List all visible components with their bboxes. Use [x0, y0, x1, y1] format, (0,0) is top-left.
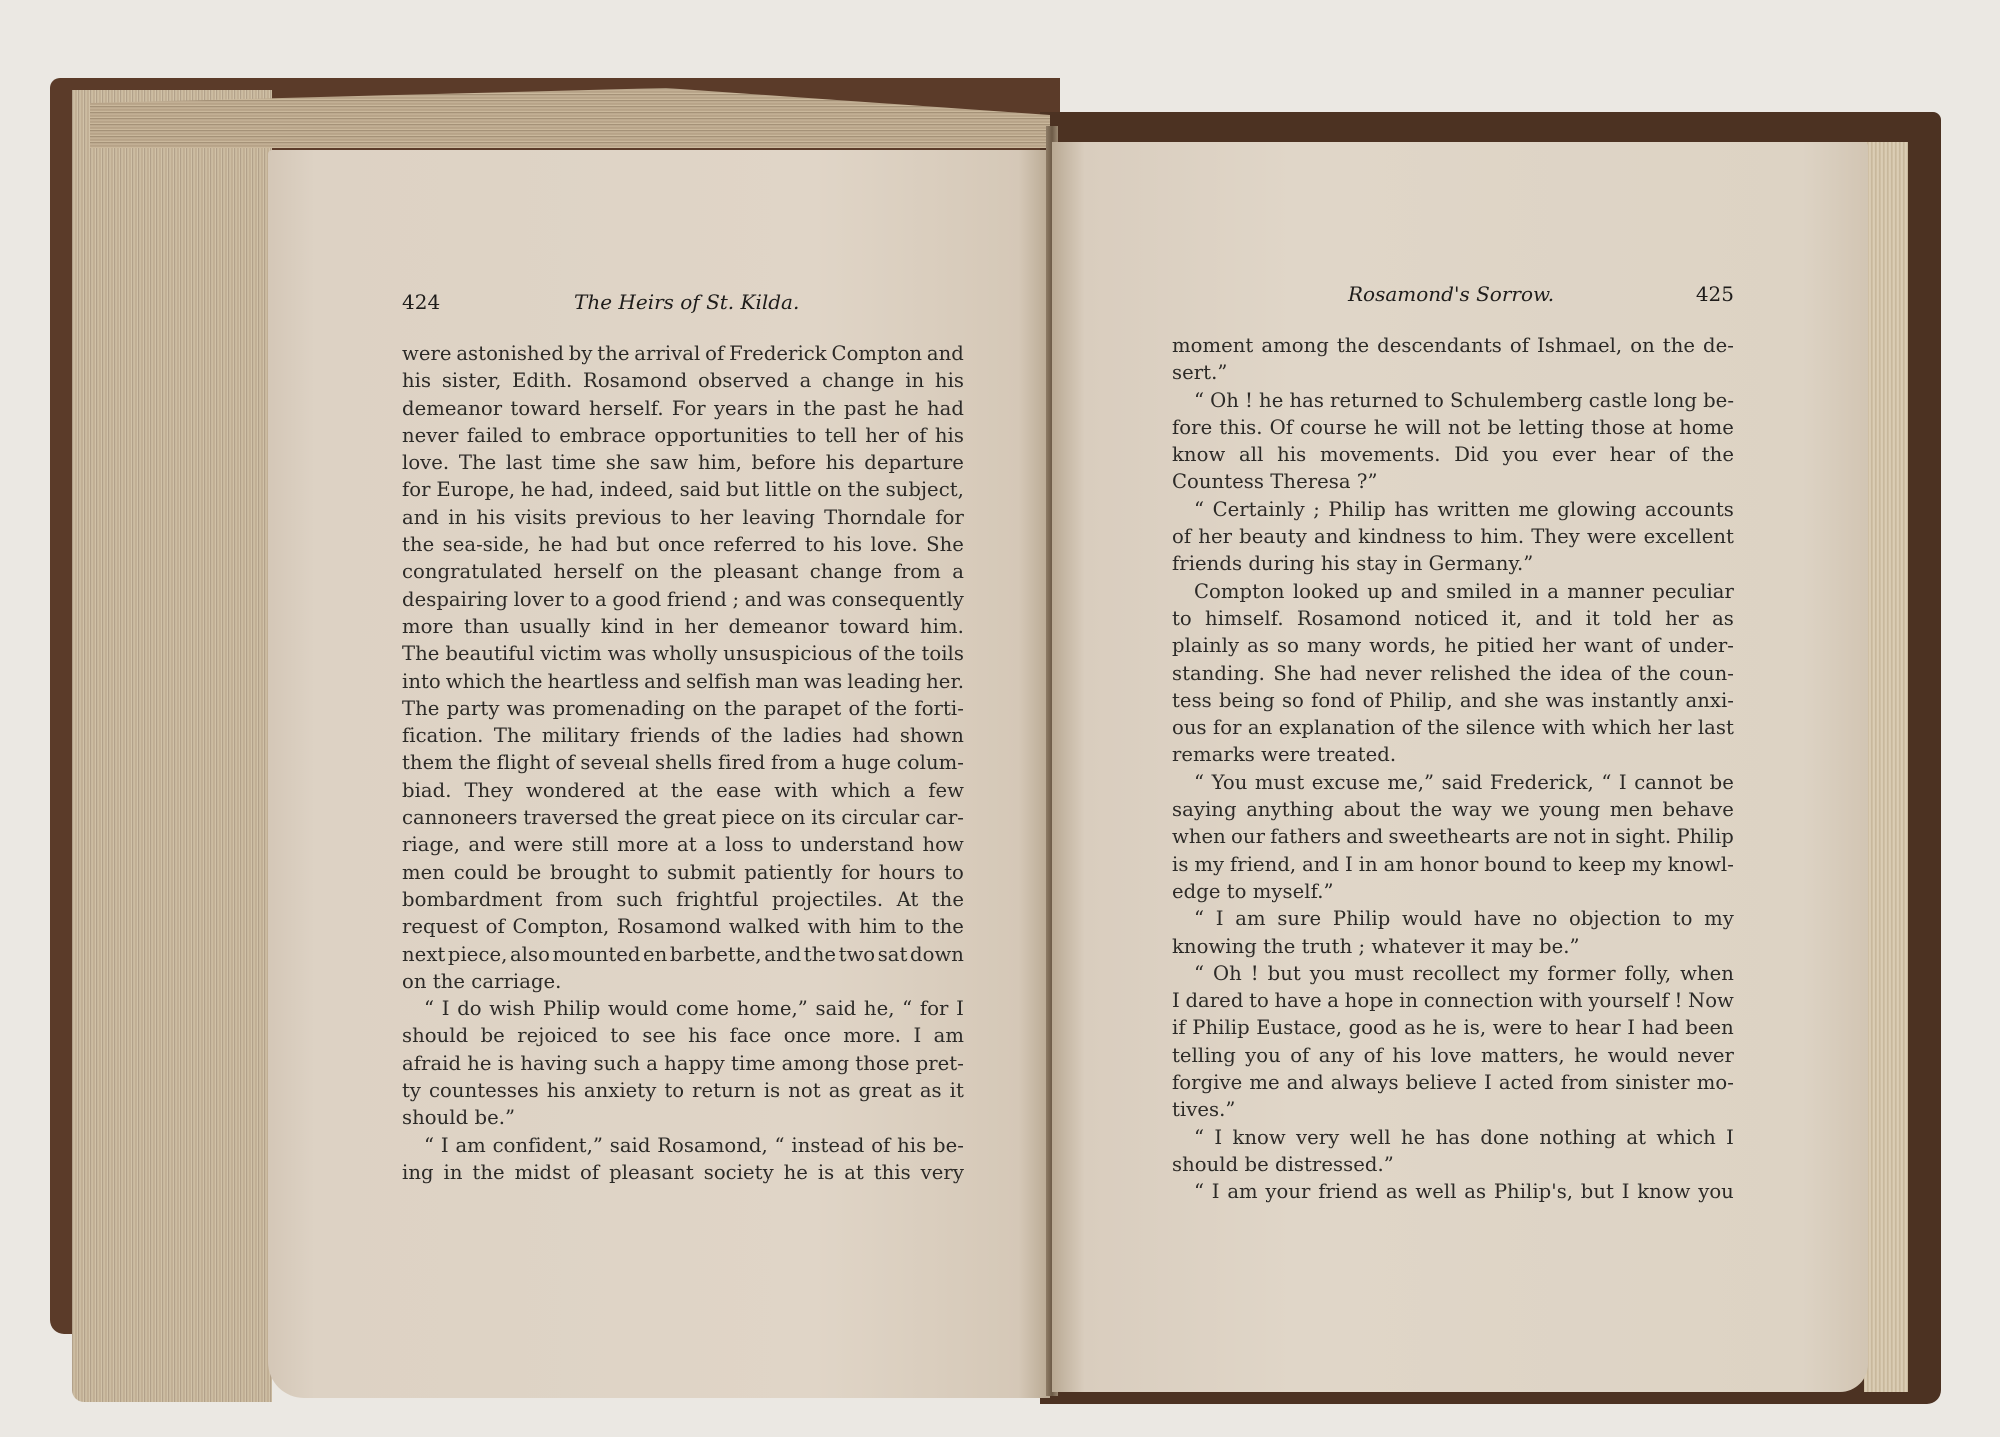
text-line: “ I am your friend as well as Philip's, but I know you: [1194, 1180, 1734, 1204]
text-line: on the carriage.: [402, 969, 562, 993]
page-number: 424: [402, 290, 441, 314]
text-line: standing. She had never relished the idea of the coun-: [1172, 661, 1734, 685]
text-line: should be.”: [402, 1106, 516, 1130]
text-line: them the flight of seveıal shells fired from a huge colum-: [402, 751, 964, 775]
text-line: riage, and were still more at a loss to understand how: [402, 833, 964, 857]
text-line: “ You must excuse me,” said Frederick, “ I cannot be: [1194, 770, 1734, 794]
text-line: bombardment from such frightful projectiles. At the: [402, 887, 964, 911]
text-line: “ I do wish Philip would come home,” said he, “ for I: [424, 997, 964, 1021]
text-line: despairing lover to a good friend ; and was consequently: [402, 587, 964, 611]
text-line: ing in the midst of pleasant society he is at this very: [402, 1160, 964, 1184]
text-line: men could be brought to submit patiently for hours to: [402, 860, 964, 884]
text-line: knowing the truth ; whatever it may be.”: [1172, 934, 1580, 958]
text-line: were astonished by the arrival of Frederick Compton and: [402, 342, 964, 365]
right-page-body: [1172, 332, 1734, 1206]
text-line: is my friend, and I in am honor bound to keep my knowl-: [1172, 852, 1734, 876]
text-line: fore this. Of course he will not be letting those at home: [1172, 415, 1734, 439]
text-line: moment among the descendants of Ishmael, on the de-: [1172, 334, 1734, 357]
text-line: tives.”: [1172, 1098, 1236, 1122]
text-line: “ I am sure Philip would have no objection to my: [1194, 907, 1734, 931]
page-edges-right: [1864, 142, 1908, 1392]
text-line: when our fathers and sweethearts are not in sight. Philip: [1172, 825, 1734, 849]
text-line: Compton looked up and smiled in a manner peculiar: [1194, 579, 1734, 603]
text-line: fication. The military friends of the ladies had shown: [402, 724, 964, 748]
running-title: Rosamond's Sorrow.: [1348, 282, 1555, 306]
text-line: love. The last time she saw him, before his departure: [402, 451, 964, 475]
text-line: “ I am confident,” said Rosamond, “ instead of his be-: [424, 1133, 964, 1157]
text-line: know all his movements. Did you ever hear of the: [1172, 443, 1734, 467]
text-line: should be distressed.”: [1172, 1152, 1394, 1176]
text-line: sert.”: [1172, 361, 1228, 385]
text-line: “ Oh ! he has returned to Schulemberg castle long be-: [1194, 388, 1734, 412]
text-line: more than usually kind in her demeanor toward him.: [402, 614, 964, 638]
page-edges-left: [72, 90, 272, 1402]
text-line: afraid he is having such a happy time among those pret-: [402, 1051, 964, 1075]
text-line: saying anything about the way we young men behave: [1172, 798, 1734, 822]
text-line: never failed to embrace opportunities to tell her of his: [402, 423, 964, 447]
text-line: to himself. Rosamond noticed it, and it told her as: [1172, 606, 1734, 630]
text-line: forgive me and always believe I acted from sinister mo-: [1172, 1071, 1734, 1095]
text-line: The beautiful victim was wholly unsuspicious of the toils: [402, 642, 964, 666]
left-page-body: [402, 340, 964, 1186]
text-line: request of Compton, Rosamond walked with him to the: [402, 915, 964, 939]
text-line: “ I know very well he has done nothing at which I: [1194, 1125, 1734, 1149]
text-line: into which the heartless and selfish man was leading her.: [402, 669, 964, 693]
text-line: cannoneers traversed the great piece on its circular car-: [402, 806, 964, 830]
page-number: 425: [1695, 282, 1734, 306]
text-line: demeanor toward herself. For years in the past he had: [402, 396, 964, 420]
right-page: [1052, 142, 1868, 1392]
text-line: telling you of any of his love matters, he would never: [1172, 1043, 1734, 1067]
text-line: friends during his stay in Germany.”: [1172, 552, 1534, 576]
text-line: remarks were treated.: [1172, 743, 1397, 767]
text-line: the sea-side, he had but once referred to his love. She: [402, 533, 964, 557]
left-page: [268, 150, 1050, 1398]
text-line: The party was promenading on the parapet of the forti-: [402, 696, 964, 720]
text-line: plainly as so many words, he pitied her want of under-: [1172, 634, 1734, 658]
text-line: tess being so fond of Philip, and she was instantly anxi-: [1172, 688, 1734, 712]
text-line: “ Certainly ; Philip has written me glowing accounts: [1194, 497, 1734, 521]
text-line: and in his visits previous to her leaving Thorndale for: [402, 505, 964, 529]
running-title: The Heirs of St. Kilda.: [574, 290, 800, 314]
text-line: his sister, Edith. Rosamond observed a change in his: [402, 369, 964, 393]
text-line: “ Oh ! but you must recollect my former folly, when: [1194, 961, 1734, 985]
text-line: I dared to have a hope in connection with yourself ! Now: [1172, 989, 1734, 1013]
text-line: next piece, also mounted en barbette, and the two sat down: [402, 942, 964, 966]
text-line: ty countesses his anxiety to return is not as great as it: [402, 1079, 964, 1103]
text-line: congratulated herself on the pleasant change from a: [402, 560, 964, 584]
text-line: Countess Theresa ?”: [1172, 470, 1378, 494]
text-line: for Europe, he had, indeed, said but little on the subject,: [402, 478, 964, 502]
text-line: if Philip Eustace, good as he is, were to hear I had been: [1172, 1016, 1734, 1040]
text-line: edge to myself.”: [1172, 879, 1334, 903]
text-line: of her beauty and kindness to him. They were excellent: [1172, 525, 1734, 549]
text-line: biad. They wondered at the ease with which a few: [402, 778, 964, 802]
text-line: should be rejoiced to see his face once more. I am: [402, 1024, 964, 1048]
text-line: ous for an explanation of the silence with which her last: [1172, 716, 1734, 740]
